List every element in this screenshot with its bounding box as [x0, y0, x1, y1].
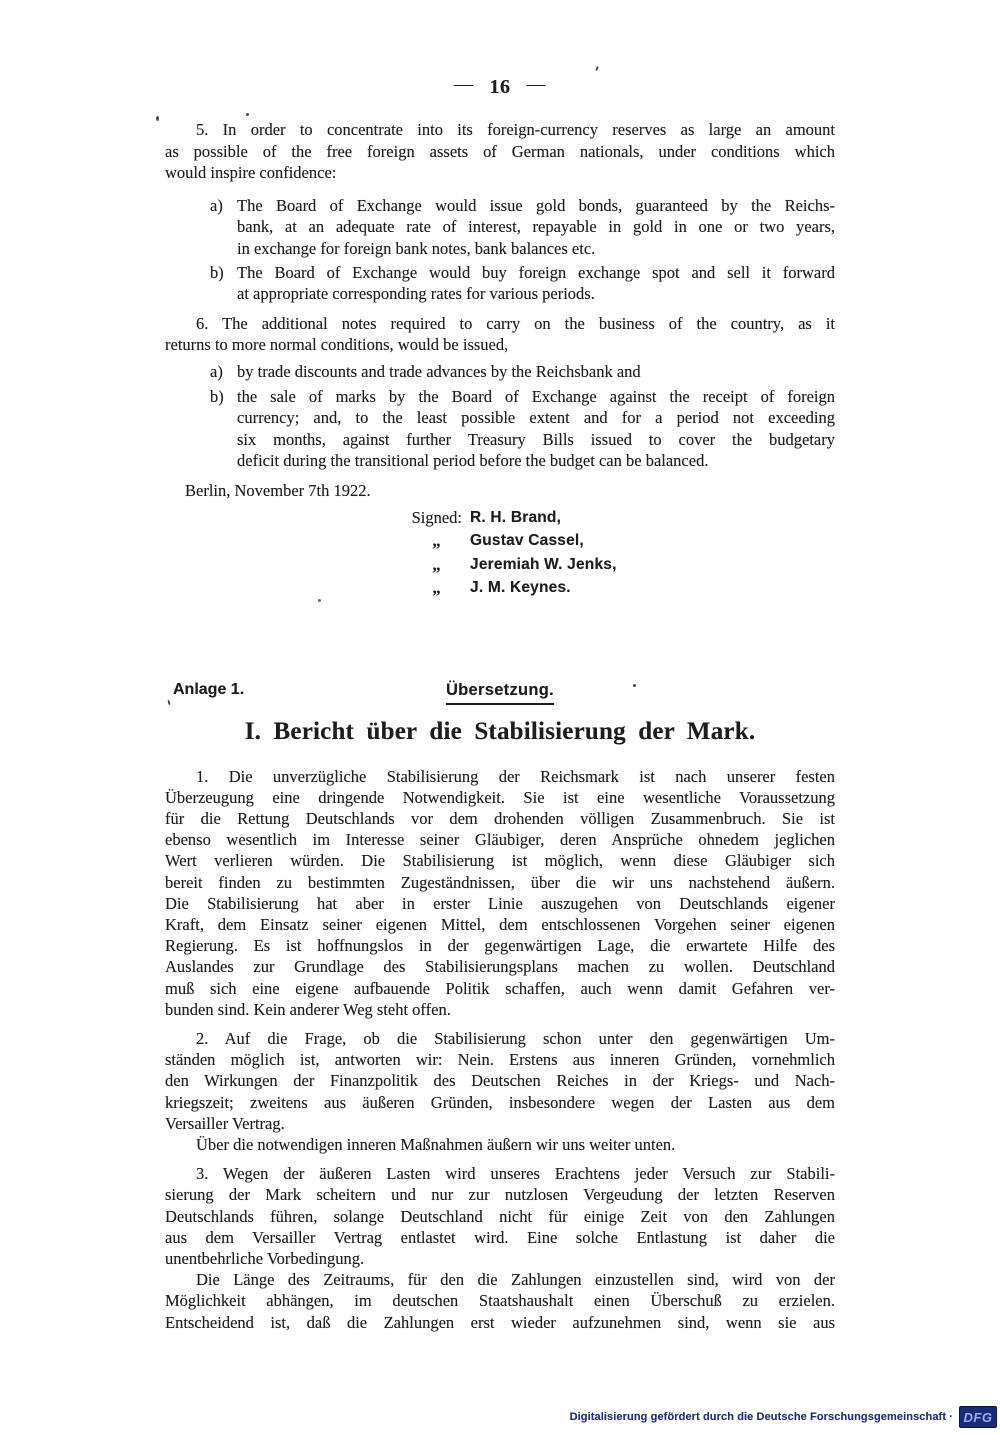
- list-item-5b: [210, 262, 835, 305]
- signature-row: [410, 506, 835, 530]
- german-paragraph-2: [165, 1028, 835, 1134]
- german-paragraph-3: [165, 1163, 835, 1269]
- text-line: Die Stabilisierung hat aber in erster Linie auszugehen von Deutschlands eigener: [165, 893, 835, 913]
- text-line: six months, against further Treasury Bills issued to cover the budgetary: [237, 429, 835, 449]
- signature-row: [410, 576, 835, 600]
- ditto-mark: „: [432, 554, 440, 574]
- scan-artifact: [156, 116, 159, 121]
- text-line: as possible of the free foreign assets of German nationals, under conditions which: [165, 141, 835, 161]
- list-item-6a: [210, 361, 835, 383]
- list-marker: a): [210, 361, 223, 381]
- text-line: bunden sind. Kein anderer Weg steht offen.: [165, 999, 451, 1019]
- text-line: by trade discounts and trade advances by the Reichsbank and: [237, 361, 641, 381]
- dateline: Berlin, November 7th 1922.: [185, 480, 371, 500]
- text-line: Entscheidend ist, daß die Zahlungen erst wieder aufzunehmen sind, wenn sie aus: [165, 1312, 835, 1332]
- list-item-text: [237, 361, 835, 383]
- text-line: the sale of marks by the Board of Exchange against the receipt of foreign: [237, 386, 835, 406]
- text-line: The Board of Exchange would buy foreign exchange spot and sell it forward: [237, 262, 835, 282]
- dfg-footer: [570, 1406, 997, 1428]
- text-line: sierung der Mark scheitern und nur zur nutzlosen Vergeudung der letzten Reserven: [165, 1185, 835, 1205]
- text-line: Wert verlieren würden. Die Stabilisierung ist möglich, wenn diese Gläubiger sich: [165, 851, 835, 871]
- text-line: 1. Die unverzügliche Stabilisierung der Reichsmark ist nach unserer festen: [196, 766, 835, 786]
- text-line: in exchange for foreign bank notes, bank balances etc.: [237, 238, 596, 258]
- ditto-mark: „: [432, 578, 440, 597]
- text-line: ständen möglich ist, antworten wir: Nein. Erstens aus inneren Gründen, vornehmlich: [165, 1050, 835, 1070]
- scan-artifact: [246, 113, 249, 116]
- translation-label: Übersetzung.: [446, 680, 554, 706]
- translation-label-wrap: [165, 679, 835, 706]
- annex-label: Anlage 1.: [173, 680, 245, 698]
- list-item-6b: [210, 386, 835, 472]
- english-report-section: [165, 119, 835, 600]
- text-line: bereit finden zu bestimmten Zugeständnissen, über die wir uns nachstehend äußern.: [165, 872, 835, 892]
- list-item-text: [237, 195, 835, 260]
- scan-artifact: [595, 66, 599, 71]
- text-line: Kraft, dem Einsatz seiner eigenen Mittel, dem entschlossenen Vorgehen seiner eigenen: [165, 914, 835, 934]
- list-item-text: [237, 386, 835, 472]
- text-line: currency; and, to the least possible extent and for a period not exceeding: [237, 408, 835, 428]
- list-marker: a): [210, 195, 223, 215]
- list-item-5a: [210, 195, 835, 260]
- german-paragraph-3b: [165, 1269, 835, 1333]
- text-line: The Board of Exchange would issue gold bonds, guaranteed by the Reichs-: [237, 195, 835, 215]
- text-line: 3. Wegen der äußeren Lasten wird unseres Erachtens jeder Versuch zur Stabili-: [196, 1164, 835, 1184]
- text-line: ebenso wesentlich im Interesse seiner Gläubiger, deren Ansprüche ohnedem jeglichen: [165, 830, 835, 850]
- ditto-mark: „: [432, 531, 440, 550]
- text-line: bank, at an adequate rate of interest, repayable in gold in one or two years,: [237, 217, 835, 237]
- footer-credit-text: Digitalisierung gefördert durch die Deutsche Forschungsgemeinschaft ·: [569, 1411, 953, 1423]
- list-marker: b): [210, 386, 224, 406]
- list-marker: b): [210, 262, 224, 282]
- list-item-text: [237, 262, 835, 305]
- text-line: aus dem Versailler Vertrag entlastet wird. Eine solche Entlastung ist daher die: [165, 1227, 835, 1247]
- header-dash-right: —: [526, 74, 546, 95]
- header-dash-left: —: [454, 74, 474, 95]
- text-line: muß sich eine eigene aufbauende Politik schaffen, auch wenn damit Gefahren ver-: [165, 978, 835, 998]
- signatory-name: Jeremiah W. Jenks,: [470, 555, 617, 573]
- page-header: [165, 76, 835, 99]
- text-line: Auslandes zur Grundlage des Stabilisierungsplans machen zu wollen. Deutschland: [165, 957, 835, 977]
- translation-section: [165, 679, 835, 1333]
- text-line: would inspire confidence:: [165, 163, 337, 183]
- text-line: Über die notwendigen inneren Maßnahmen äußern wir uns weiter unten.: [196, 1134, 676, 1154]
- scan-artifact: [633, 684, 636, 687]
- paragraph-5: [165, 119, 835, 184]
- text-line: 2. Auf die Frage, ob die Stabilisierung schon unter den gegenwärtigen Um-: [196, 1028, 835, 1048]
- text-line: Regierung. Es ist hoffnungslos in der gegenwärtigen Lage, die erwartete Hilfe des: [165, 936, 835, 956]
- signatory-name: Gustav Cassel,: [470, 532, 584, 549]
- german-paragraph-2b: [165, 1134, 835, 1155]
- text-line: Überzeugung eine dringende Notwendigkeit. Sie ist eine wesentliche Voraussetzung: [165, 787, 835, 807]
- paragraph-6: [165, 313, 835, 356]
- text-line: den Wirkungen der Finanzpolitik des Deutschen Reiches in der Kriegs- und Nach-: [165, 1071, 835, 1091]
- text-line: returns to more normal conditions, would be issued,: [165, 335, 509, 355]
- section-heading: I. Bericht über die Stabilisierung der Mark.: [244, 717, 756, 745]
- text-line: Die Länge des Zeitraums, für den die Zahlungen einzustellen sind, wird von der: [196, 1270, 835, 1290]
- scan-artifact: [318, 599, 321, 602]
- text-column: [165, 119, 835, 1333]
- text-line: Möglichkeit abhängen, im deutschen Staatshaushalt einen Überschuß zu erzielen.: [165, 1291, 835, 1311]
- signatory-name: J. M. Keynes.: [470, 579, 571, 596]
- text-line: deficit during the transitional period before the budget can be balanced.: [237, 451, 709, 471]
- text-line: für die Rettung Deutschlands vor dem drohenden völligen Zusammenbruch. Sie ist: [165, 808, 835, 828]
- signature-row: [410, 553, 835, 577]
- text-line: at appropriate corresponding rates for various periods.: [237, 284, 595, 304]
- page-number: 16: [489, 76, 511, 98]
- signatory-name: R. H. Brand,: [470, 508, 562, 526]
- text-line: Versailler Vertrag.: [165, 1113, 285, 1133]
- text-line: Deutschlands führen, solange Deutschland nicht für einige Zeit von den Zahlungen: [165, 1206, 835, 1226]
- signature-row: [410, 529, 835, 553]
- text-line: 5. In order to concentrate into its foreign-currency reserves as large an amount: [196, 120, 835, 139]
- signed-label: Signed:: [411, 507, 462, 527]
- text-line: 6. The additional notes required to carry on the business of the country, as it: [196, 313, 835, 333]
- text-line: kriegszeit; zweitens aus äußeren Gründen, insbesondere wegen der Lasten aus dem: [165, 1092, 835, 1112]
- signature-block: [410, 506, 835, 600]
- dfg-logo: DFG: [959, 1406, 997, 1428]
- text-line: unentbehrliche Vorbedingung.: [165, 1248, 365, 1268]
- annex-header-row: [165, 679, 835, 703]
- german-paragraph-1: [165, 766, 835, 1020]
